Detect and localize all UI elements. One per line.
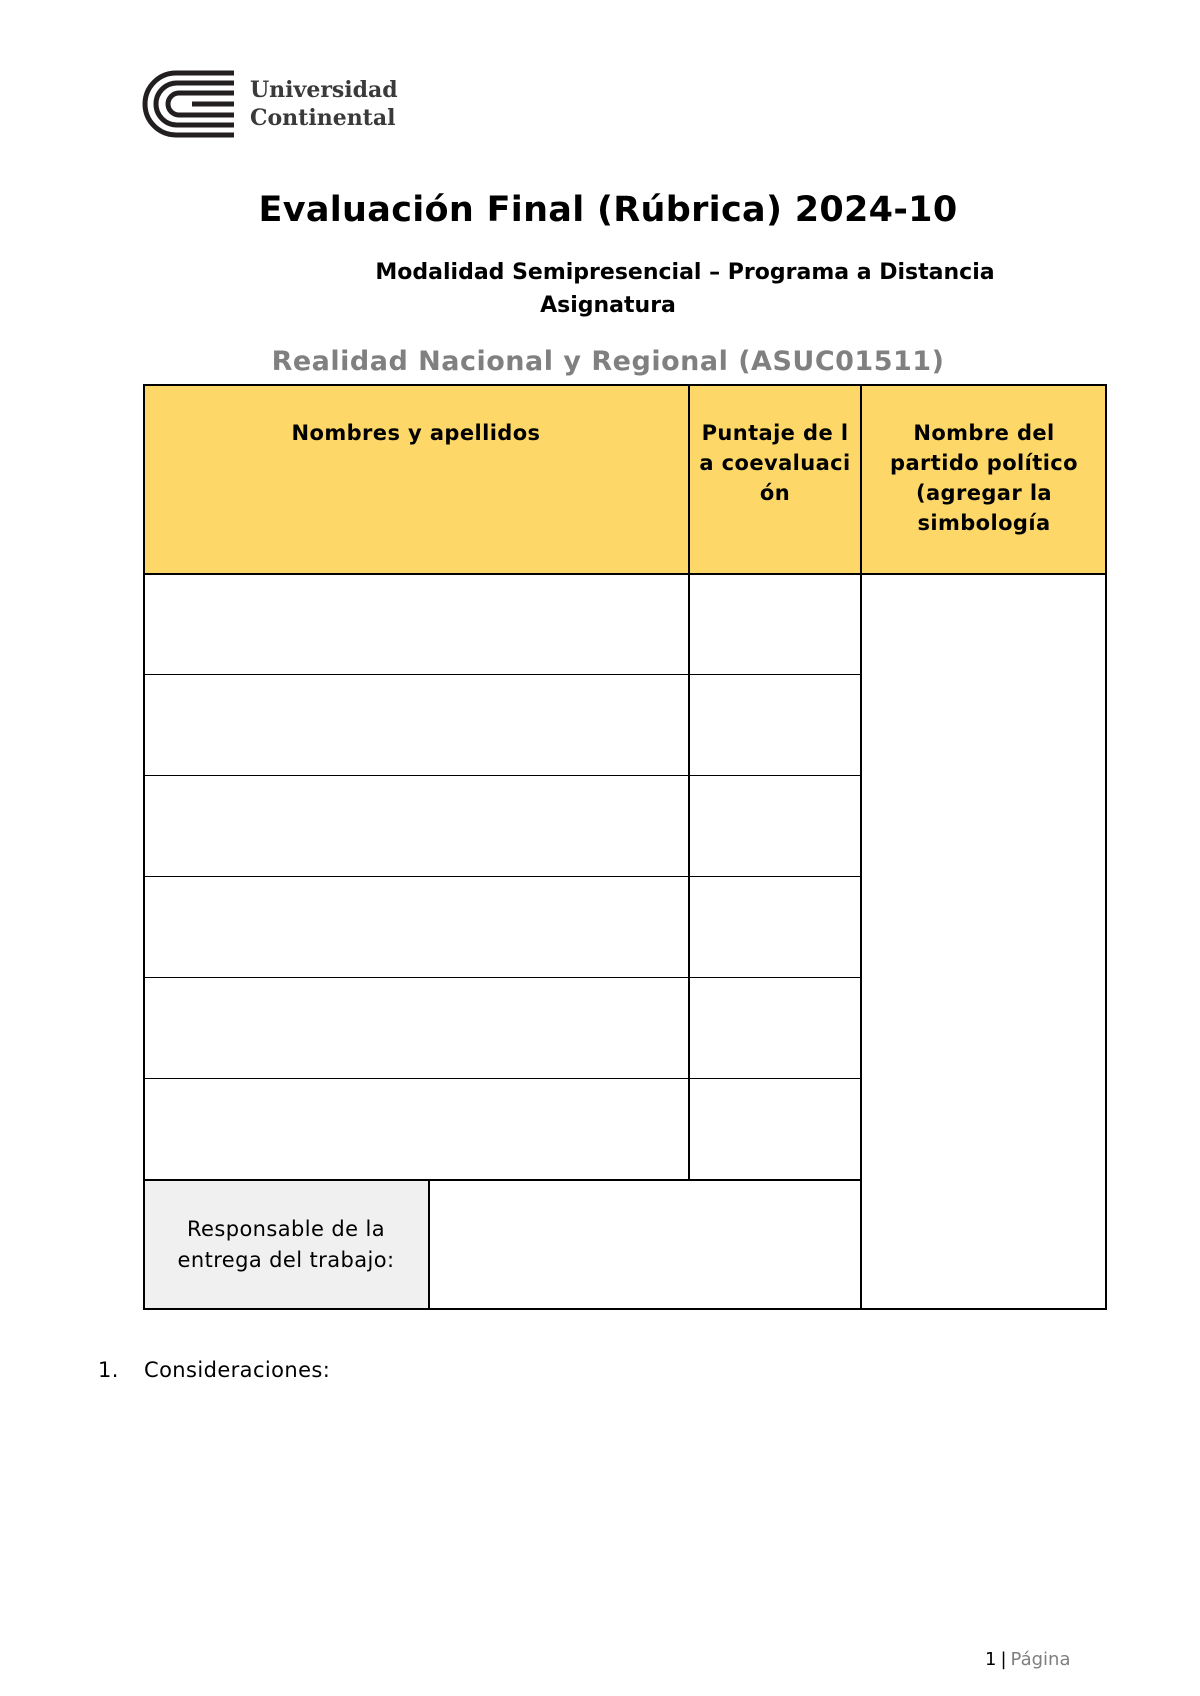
table-border-right [1105, 384, 1107, 1310]
header-divider [143, 573, 1107, 575]
table-row-score-3[interactable] [689, 776, 861, 877]
table-row-name-2[interactable] [143, 675, 689, 776]
table-row-name-1[interactable] [143, 574, 689, 675]
table-row-name-4[interactable] [143, 877, 689, 978]
column-header-names: Nombres y apellidos [143, 384, 689, 574]
responsible-divider [143, 1179, 861, 1181]
column-header-party: Nombre del partido político (agregar la simbología [861, 384, 1107, 574]
logo-wordmark [250, 76, 398, 132]
coevaluation-table [143, 384, 1107, 1310]
subject-label: Asignatura [540, 293, 676, 318]
course-title: Realidad Nacional y Regional (ASUC01511) [271, 346, 945, 377]
table-row-score-4[interactable] [689, 877, 861, 978]
university-logo [142, 70, 402, 140]
table-border-left [143, 384, 145, 1310]
row-divider [143, 775, 861, 776]
column-header-score: Puntaje de la coevaluación [689, 384, 861, 574]
table-border-bottom [143, 1308, 1107, 1310]
logo-line-1: Universidad [250, 77, 398, 103]
responsible-label-cell: Responsable de la entrega del trabajo: [143, 1180, 429, 1310]
table-row-score-5[interactable] [689, 978, 861, 1079]
table-row-name-5[interactable] [143, 978, 689, 1079]
considerations-heading: Consideraciones: [144, 1358, 331, 1382]
responsible-value-cell[interactable] [429, 1180, 861, 1310]
responsible-column-divider [428, 1180, 430, 1310]
row-divider [143, 674, 861, 675]
footer-separator: | [1000, 1649, 1007, 1670]
page-word: Página [1010, 1649, 1071, 1670]
column-divider [688, 384, 690, 1181]
table-row-score-1[interactable] [689, 574, 861, 675]
table-row-name-3[interactable] [143, 776, 689, 877]
modality-subtitle: Modalidad Semipresencial – Programa a Distancia [375, 260, 995, 285]
table-row-score-6[interactable] [689, 1079, 861, 1180]
logo-line-2: Continental [250, 105, 396, 131]
continental-logo-icon [142, 70, 237, 138]
party-name-cell[interactable] [861, 574, 1107, 1310]
table-row-score-2[interactable] [689, 675, 861, 776]
list-number: 1. [98, 1358, 119, 1382]
row-divider [143, 1078, 861, 1079]
table-border-top [143, 384, 1107, 386]
considerations-section [98, 1358, 330, 1382]
row-divider [143, 977, 861, 978]
page-title: Evaluación Final (Rúbrica) 2024-10 [258, 190, 958, 230]
page-footer [985, 1649, 1070, 1670]
column-divider [860, 384, 862, 1310]
page-number: 1 [985, 1649, 997, 1670]
table-row-name-6[interactable] [143, 1079, 689, 1180]
row-divider [143, 876, 861, 877]
